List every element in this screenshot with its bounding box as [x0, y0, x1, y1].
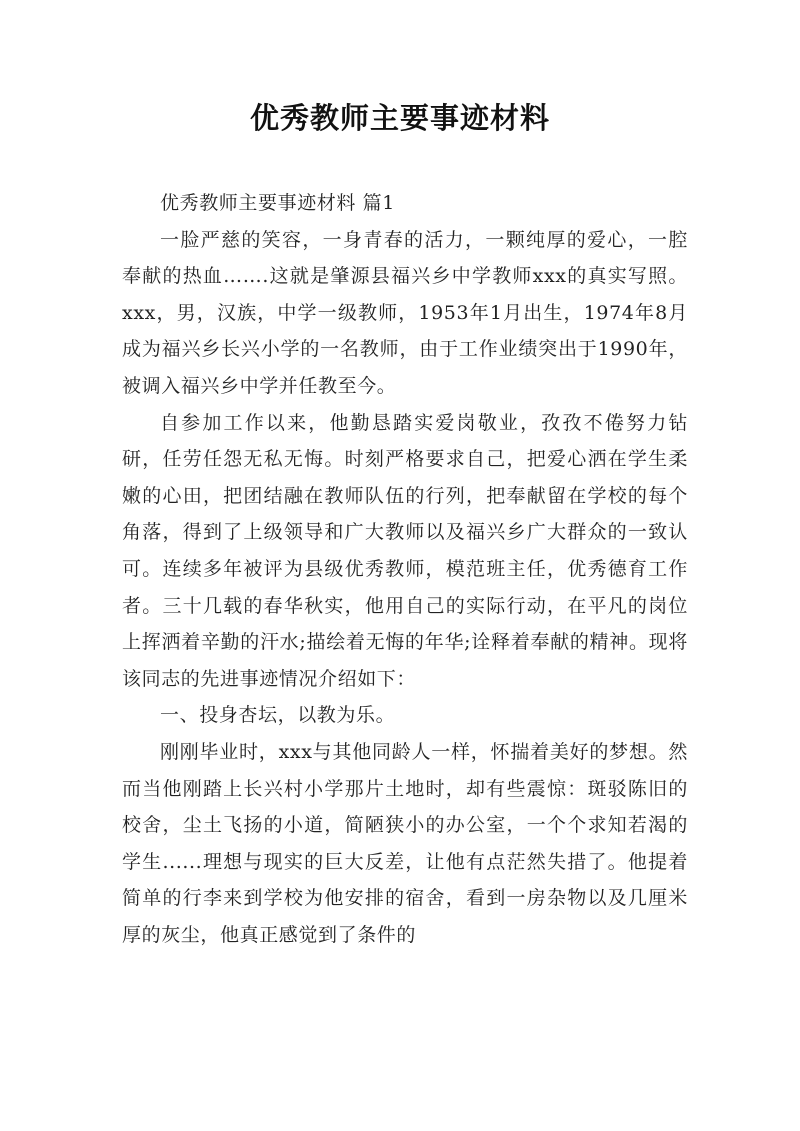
document-body	[122, 185, 688, 953]
subsection-heading: 一、投身杏坛，以教为乐。	[160, 704, 396, 727]
section-heading: 优秀教师主要事迹材料 篇1	[160, 192, 395, 214]
paragraph: 一脸严慈的笑容，一身青春的活力，一颗纯厚的爱心，一腔奉献的热血…….这就是肇源县福兴乡中学教师xxx的真实写照。xxx，男，汉族，中学一级教师，1953年1月出生，1974年8月成为福兴乡长兴小学的一名教师，由于工作业绩突出于1990年，被调入福兴乡中学并任教至今。	[122, 228, 688, 397]
paragraph: 自参加工作以来，他勤恳踏实爱岗敬业，孜孜不倦努力钻研，任劳任怨无私无悔。时刻严格要求自己，把爱心洒在学生柔嫩的心田，把团结融在教师队伍的行列，把奉献留在学校的每个角落，得到了上级领导和广大教师以及福兴乡广大群众的一致认可。连续多年被评为县级优秀教师，模范班主任，优秀德育工作者。三十几载的春华秋实，他用自己的实际行动，在平凡的岗位上挥洒着辛勤的汗水;描绘着无悔的年华;诠释着奉献的精神。现将该同志的先进事迹情况介绍如下：	[122, 411, 688, 690]
document-title: 优秀教师主要事迹材料	[249, 101, 550, 135]
paragraph: 刚刚毕业时，xxx与其他同龄人一样，怀揣着美好的梦想。然而当他刚踏上长兴村小学那片土地时，却有些震惊：斑驳陈旧的校舍，尘土飞扬的小道，简陋狭小的办公室，一个个求知若渴的学生......理想与现实的巨大反差，让他有点茫然失措了。他提着简单的行李来到学校为他安排的宿舍，看到一房杂物以及几厘米厚的灰尘，他真正感觉到了条件的	[122, 740, 688, 946]
